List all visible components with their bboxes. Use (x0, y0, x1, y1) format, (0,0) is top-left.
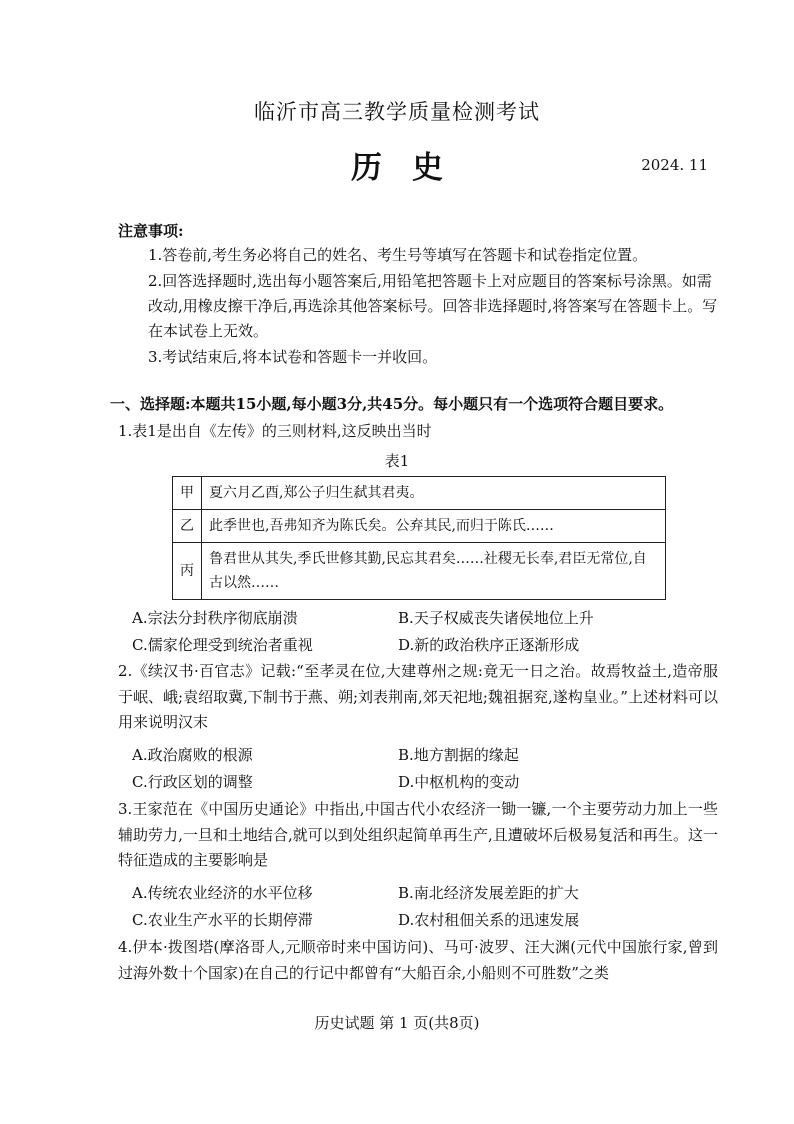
notice-heading: 注意事项: (118, 222, 184, 240)
option-b: B.天子权威丧失诸侯地位上升 (398, 609, 594, 627)
option-c: C.农业生产水平的长期停滞 (132, 911, 313, 929)
page-footer: 历史试题 第 1 页(共8页) (314, 1014, 480, 1032)
option-b: B.地方割据的缘起 (398, 746, 519, 764)
option-d: D.中枢机构的变动 (398, 773, 520, 791)
table-row-key: 甲 (173, 477, 202, 510)
subject-title: 历史 (351, 150, 473, 186)
option-b: B.南北经济发展差距的扩大 (398, 884, 579, 902)
question-2-stem: 2.《续汉书·百官志》记载:“至孝灵在位,大建尊州之规:竟无一日之治。故焉牧益土,造帝服于岷、峨;袁绍取冀,下制书于燕、朔;刘表荆南,郊天祀地;魏祖据兖,遂构皇业。”上述材料可以用来说明汉末 (118, 662, 718, 731)
question-4-stem: 4.伊本·拨图塔(摩洛哥人,元顺帝时来中国访问)、马可·波罗、汪大渊(元代中国旅行家,曾到过海外数十个国家)在自己的行记中都曾有“大船百余,小船则不可胜数”之类 (118, 938, 718, 982)
option-d: D.农村租佃关系的迅速发展 (398, 911, 580, 929)
table-caption: 表1 (384, 452, 410, 470)
table-row-text: 鲁君世从其失,季氏世修其勤,民忘其君矣……社稷无长奉,君臣无常位,自古以然…… (202, 543, 666, 600)
option-c: C.行政区划的调整 (132, 773, 253, 791)
option-c: C.儒家伦理受到统治者重视 (132, 636, 313, 654)
option-a: A.政治腐败的根源 (132, 746, 253, 764)
option-a: A.传统农业经济的水平位移 (132, 884, 313, 902)
option-a: A.宗法分封秩序彻底崩溃 (132, 609, 298, 627)
exam-date: 2024. 11 (641, 156, 708, 174)
source-table (172, 476, 666, 600)
notice-item: 1.答卷前,考生务必将自己的姓名、考生号等填写在答题卡和试卷指定位置。 (148, 246, 648, 264)
table-row (173, 543, 666, 600)
question-3-stem: 3.王家范在《中国历史通论》中指出,中国古代小农经济一锄一镰,一个主要劳动力加上一些辅助劳力,一旦和土地结合,就可以到处组织起简单再生产,且遭破坏后极易复活和再生。这一特征造成的主要影响是 (118, 800, 718, 869)
notice-item: 2.回答选择题时,选出每小题答案后,用铅笔把答题卡上对应题目的答案标号涂黑。如需改动,用橡皮擦干净后,再选涂其他答案标号。回答非选择题时,将答案写在答题卡上。写在本试卷上无效。 (148, 272, 718, 340)
table-row-key: 丙 (173, 543, 202, 600)
option-d: D.新的政治秩序正逐渐形成 (398, 636, 580, 654)
section-heading: 一、选择题:本题共15小题,每小题3分,共45分。每小题只有一个选项符合题目要求。 (110, 395, 674, 413)
table-row-text: 夏六月乙酉,郑公子归生弑其君夷。 (202, 477, 666, 510)
exam-title: 临沂市高三教学质量检测考试 (254, 100, 540, 124)
table-row-text: 此季世也,吾弗知齐为陈氏矣。公弃其民,而归于陈氏…… (202, 510, 666, 543)
table-row-key: 乙 (173, 510, 202, 543)
table-row (173, 477, 666, 510)
notice-item: 3.考试结束后,将本试卷和答题卡一并收回。 (148, 348, 438, 366)
question-1-stem: 1.表1是出自《左传》的三则材料,这反映出当时 (118, 422, 432, 440)
table-row (173, 510, 666, 543)
